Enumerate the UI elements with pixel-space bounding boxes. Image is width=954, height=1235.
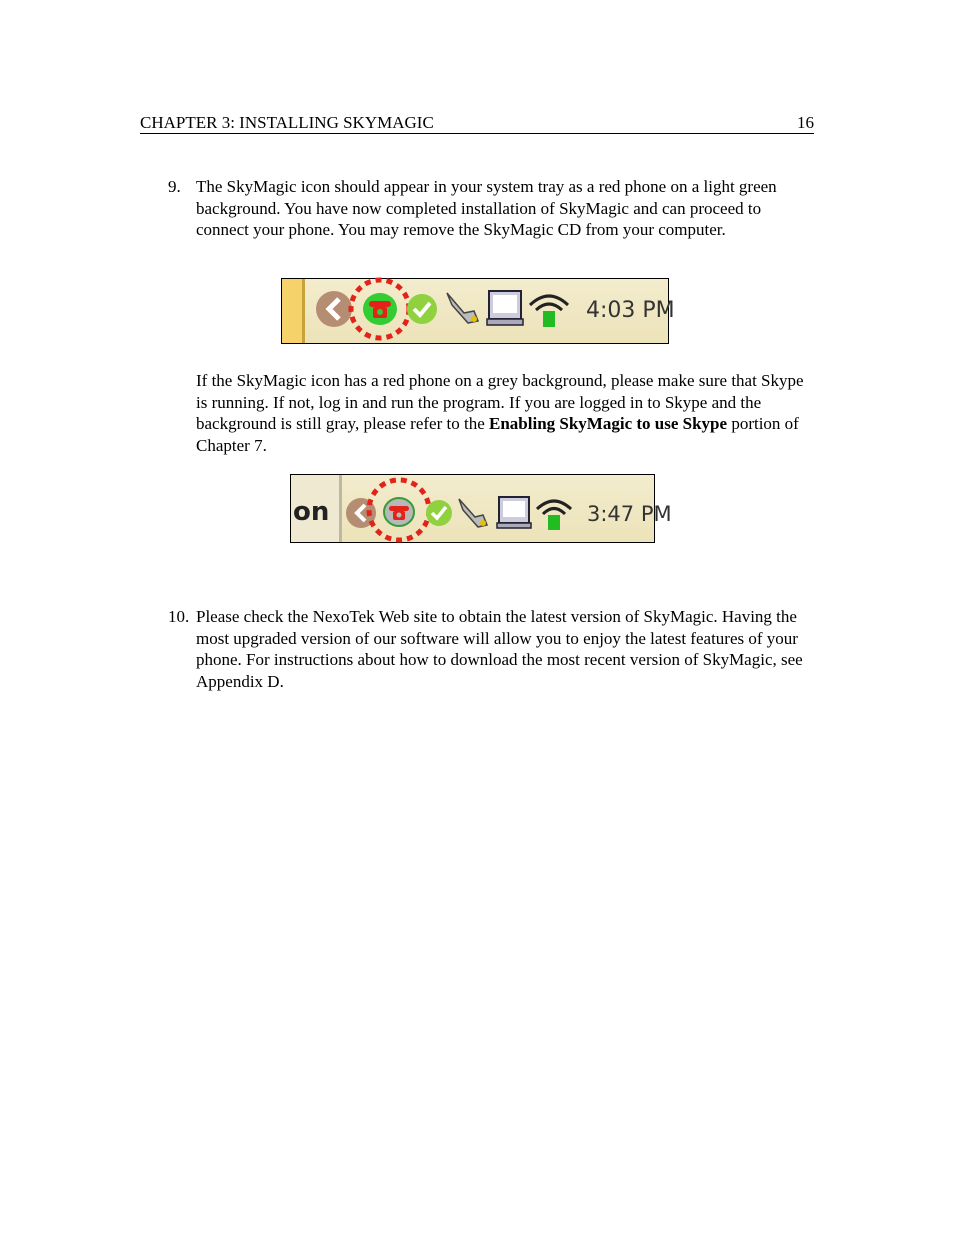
skymagic-phone-icon-grey — [384, 498, 414, 526]
grey-icon-note: If the SkyMagic icon has a red phone on a grey background, please make sure that Skype is running. If not, log in and run the program. If you are logged in to Skype and the background is still gray, please refer to the Enabling SkyMagic to use Skype portion of Chapter 7. — [196, 371, 804, 455]
system-tray-screenshot-grey — [290, 474, 672, 543]
skype-status-icon — [426, 500, 452, 526]
tray-clock: 3:47 PM — [587, 502, 672, 526]
skymagic-phone-icon — [363, 293, 397, 325]
chapter-title: CHAPTER 3: INSTALLING SKYMAGIC — [140, 113, 434, 132]
page-number: 16 — [797, 113, 814, 132]
step-text: The SkyMagic icon should appear in your system tray as a red phone on a light green background. You have now completed installation of SkyMagic and can proceed to connect your phone. You may remove the SkyMagic CD from your computer. — [196, 177, 777, 239]
page-header — [140, 113, 814, 134]
wifi-icon — [530, 296, 568, 327]
step-text: Please check the NexoTek Web site to obtain the latest version of SkyMagic. Having the most upgraded version of our software will allow you to enjoy the latest features of your phone. For instructions about how to download the most recent version of SkyMagic, see Appendix D. — [196, 607, 803, 691]
usb-device-icon — [459, 499, 487, 527]
step-number: 9. — [168, 177, 181, 196]
tray-clock: 4:03 PM — [586, 298, 675, 323]
wifi-icon — [537, 501, 571, 530]
network-computer-icon — [487, 291, 523, 325]
system-tray-screenshot-green — [281, 278, 675, 344]
chapter-7-reference: Enabling SkyMagic to use Skype — [489, 414, 728, 433]
system-tray-image — [282, 279, 675, 343]
skype-status-icon — [407, 294, 437, 324]
system-tray-image — [291, 475, 672, 542]
tray-left-label: on — [293, 497, 330, 527]
network-computer-icon — [497, 497, 531, 528]
usb-device-icon — [447, 293, 478, 323]
chevron-left-icon — [316, 291, 352, 327]
step-number: 10. — [168, 607, 190, 626]
